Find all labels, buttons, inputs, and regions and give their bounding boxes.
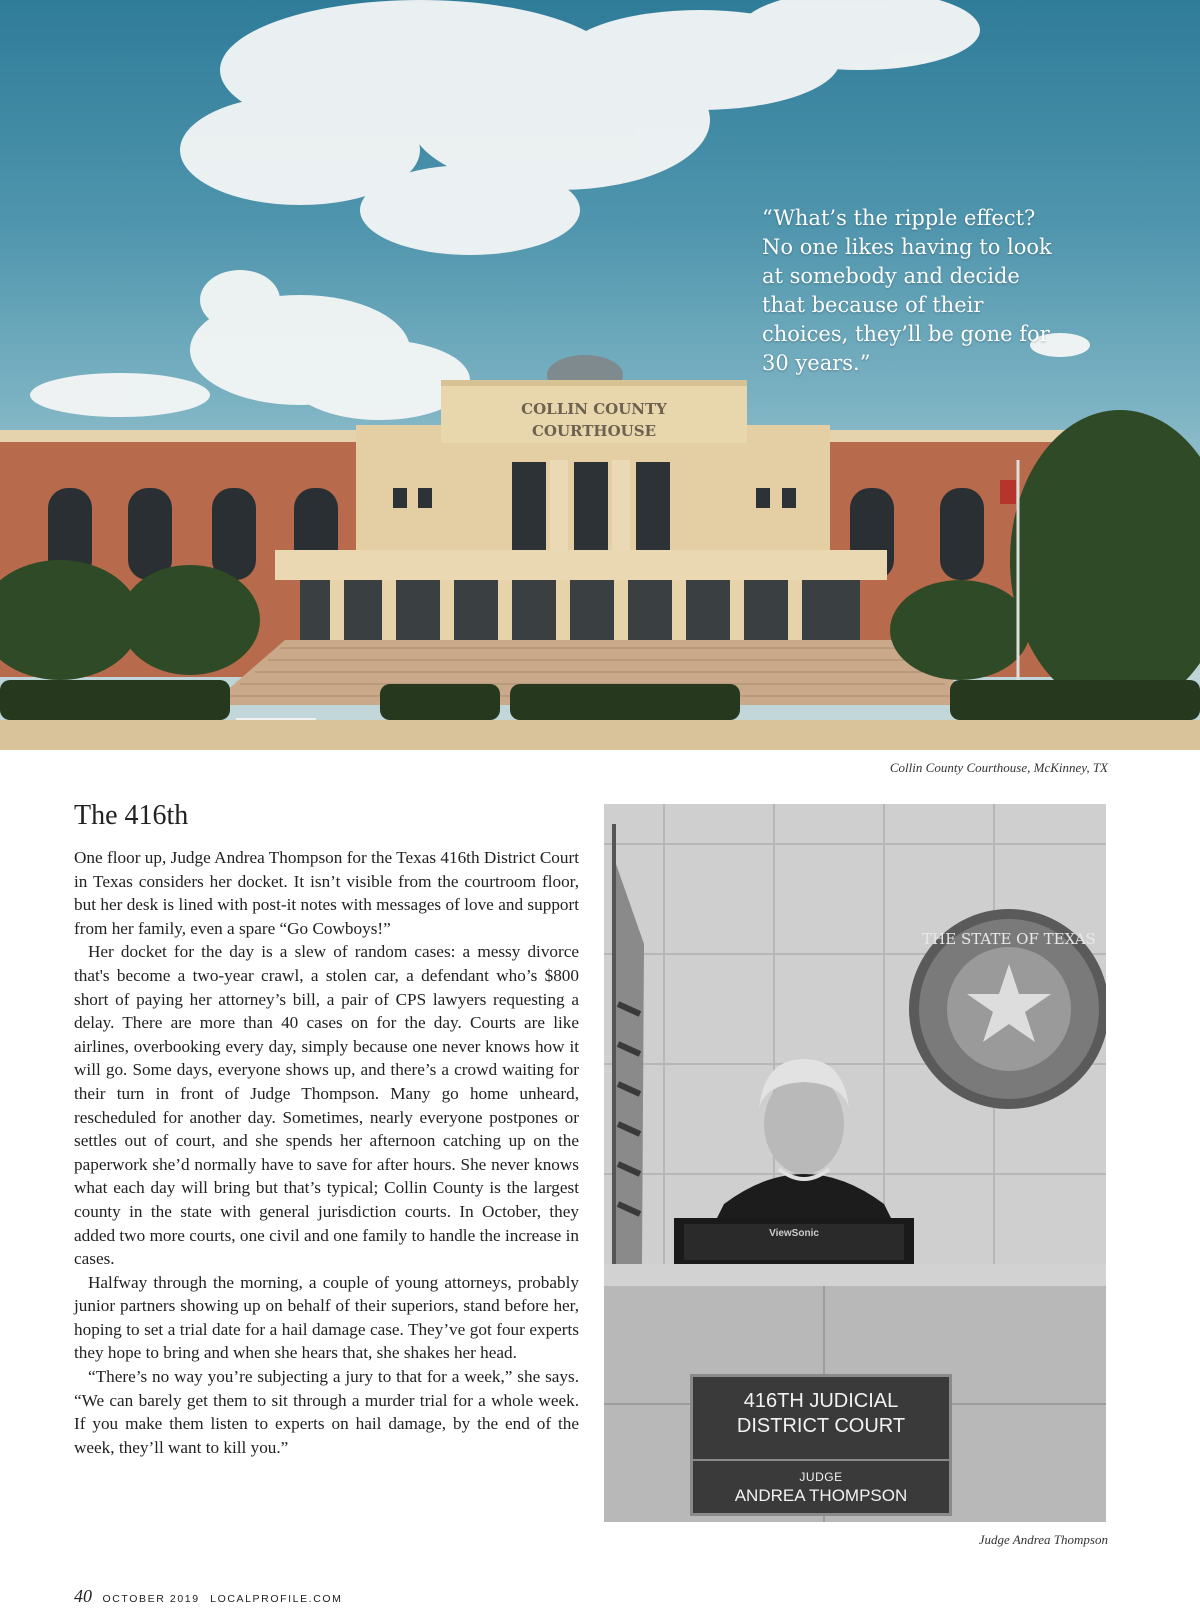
page-footer bbox=[74, 1586, 343, 1607]
monitor-brand: ViewSonic bbox=[769, 1228, 819, 1239]
judge-caption: Judge Andrea Thompson bbox=[978, 1532, 1108, 1547]
seal-text: THE STATE OF TEXAS bbox=[922, 930, 1096, 948]
article-body bbox=[74, 846, 579, 1459]
court-plaque bbox=[690, 1374, 952, 1516]
paragraph: Halfway through the morning, a couple of young attorneys, probably junior partners showing up on behalf of their superiors, stand before her, hoping to set a trial date for a hail damage case. They’ve got four experts they hope to bring and when she hears that, she shakes her head. bbox=[74, 1272, 579, 1363]
building-sign-line1: COLLIN COUNTY bbox=[521, 400, 667, 418]
issue-date: OCTOBER 2019 bbox=[102, 1593, 200, 1605]
monitor bbox=[674, 1218, 914, 1266]
paragraph: One floor up, Judge Andrea Thompson for the Texas 416th District Court in Texas considers her docket. It isn’t visible from the courtroom floor, but her desk is lined with post-it notes with messages of love and support from her family, even a spare “Go Cowboys!” bbox=[74, 848, 579, 938]
pull-quote: “What’s the ripple effect? No one likes having to look at somebody and decide that because of their choices, they’ll be gone for 30 years.” bbox=[762, 206, 1052, 375]
paragraph: Her docket for the day is a slew of random cases: a messy divorce that's become a two-year crawl, a stolen car, a defendant who’s $800 short of paying her attorney’s bill, a pair of CPS lawyers requesting a delay. There are more than 40 cases on for the day. Courts are like airlines, overbooking every day, simply because one never knows how it will go. Some days, everyone shows up, and there’s a crowd waiting for their turn in front of Judge Thompson. Many go home unheard, rescheduled for another day. Sometimes, nearly everyone postpones or settles out of court, and she spends her afternoon catching up on the paperwork she’d normally have to save for after hours. She never knows what each day will bring but that’s typical; Collin County is the largest county in the state with general jurisdiction courts. In October, they added two more courts, one civil and one family to handle the increase in cases. bbox=[74, 942, 579, 1269]
plaque-line3: JUDGE bbox=[799, 1470, 843, 1484]
judge-photo bbox=[604, 804, 1106, 1522]
page-number: 40 bbox=[74, 1586, 92, 1606]
front-wall bbox=[0, 720, 1200, 750]
hedges bbox=[0, 680, 1200, 720]
texas-seal bbox=[909, 909, 1106, 1109]
plaque-line2: DISTRICT COURT bbox=[736, 1415, 906, 1437]
paragraph: “There’s no way you’re subjecting a jury to that for a week,” she says. “We can barely get them to sit through a murder trial for a whole week. If you make them listen to experts on hail damage, by the end of the week, they’ll want to kill you.” bbox=[74, 1367, 579, 1457]
plaque-line4: ANDREA THOMPSON bbox=[734, 1486, 908, 1505]
portico bbox=[275, 550, 887, 580]
courthouse-photo bbox=[0, 0, 1200, 750]
building-sign-line2: COURTHOUSE bbox=[531, 422, 657, 440]
plaque-line1: 416TH JUDICIAL bbox=[743, 1390, 899, 1412]
section-title: The 416th bbox=[74, 800, 189, 831]
site-url: LOCALPROFILE.COM bbox=[210, 1593, 343, 1605]
courthouse-caption: Collin County Courthouse, McKinney, TX bbox=[889, 760, 1108, 775]
